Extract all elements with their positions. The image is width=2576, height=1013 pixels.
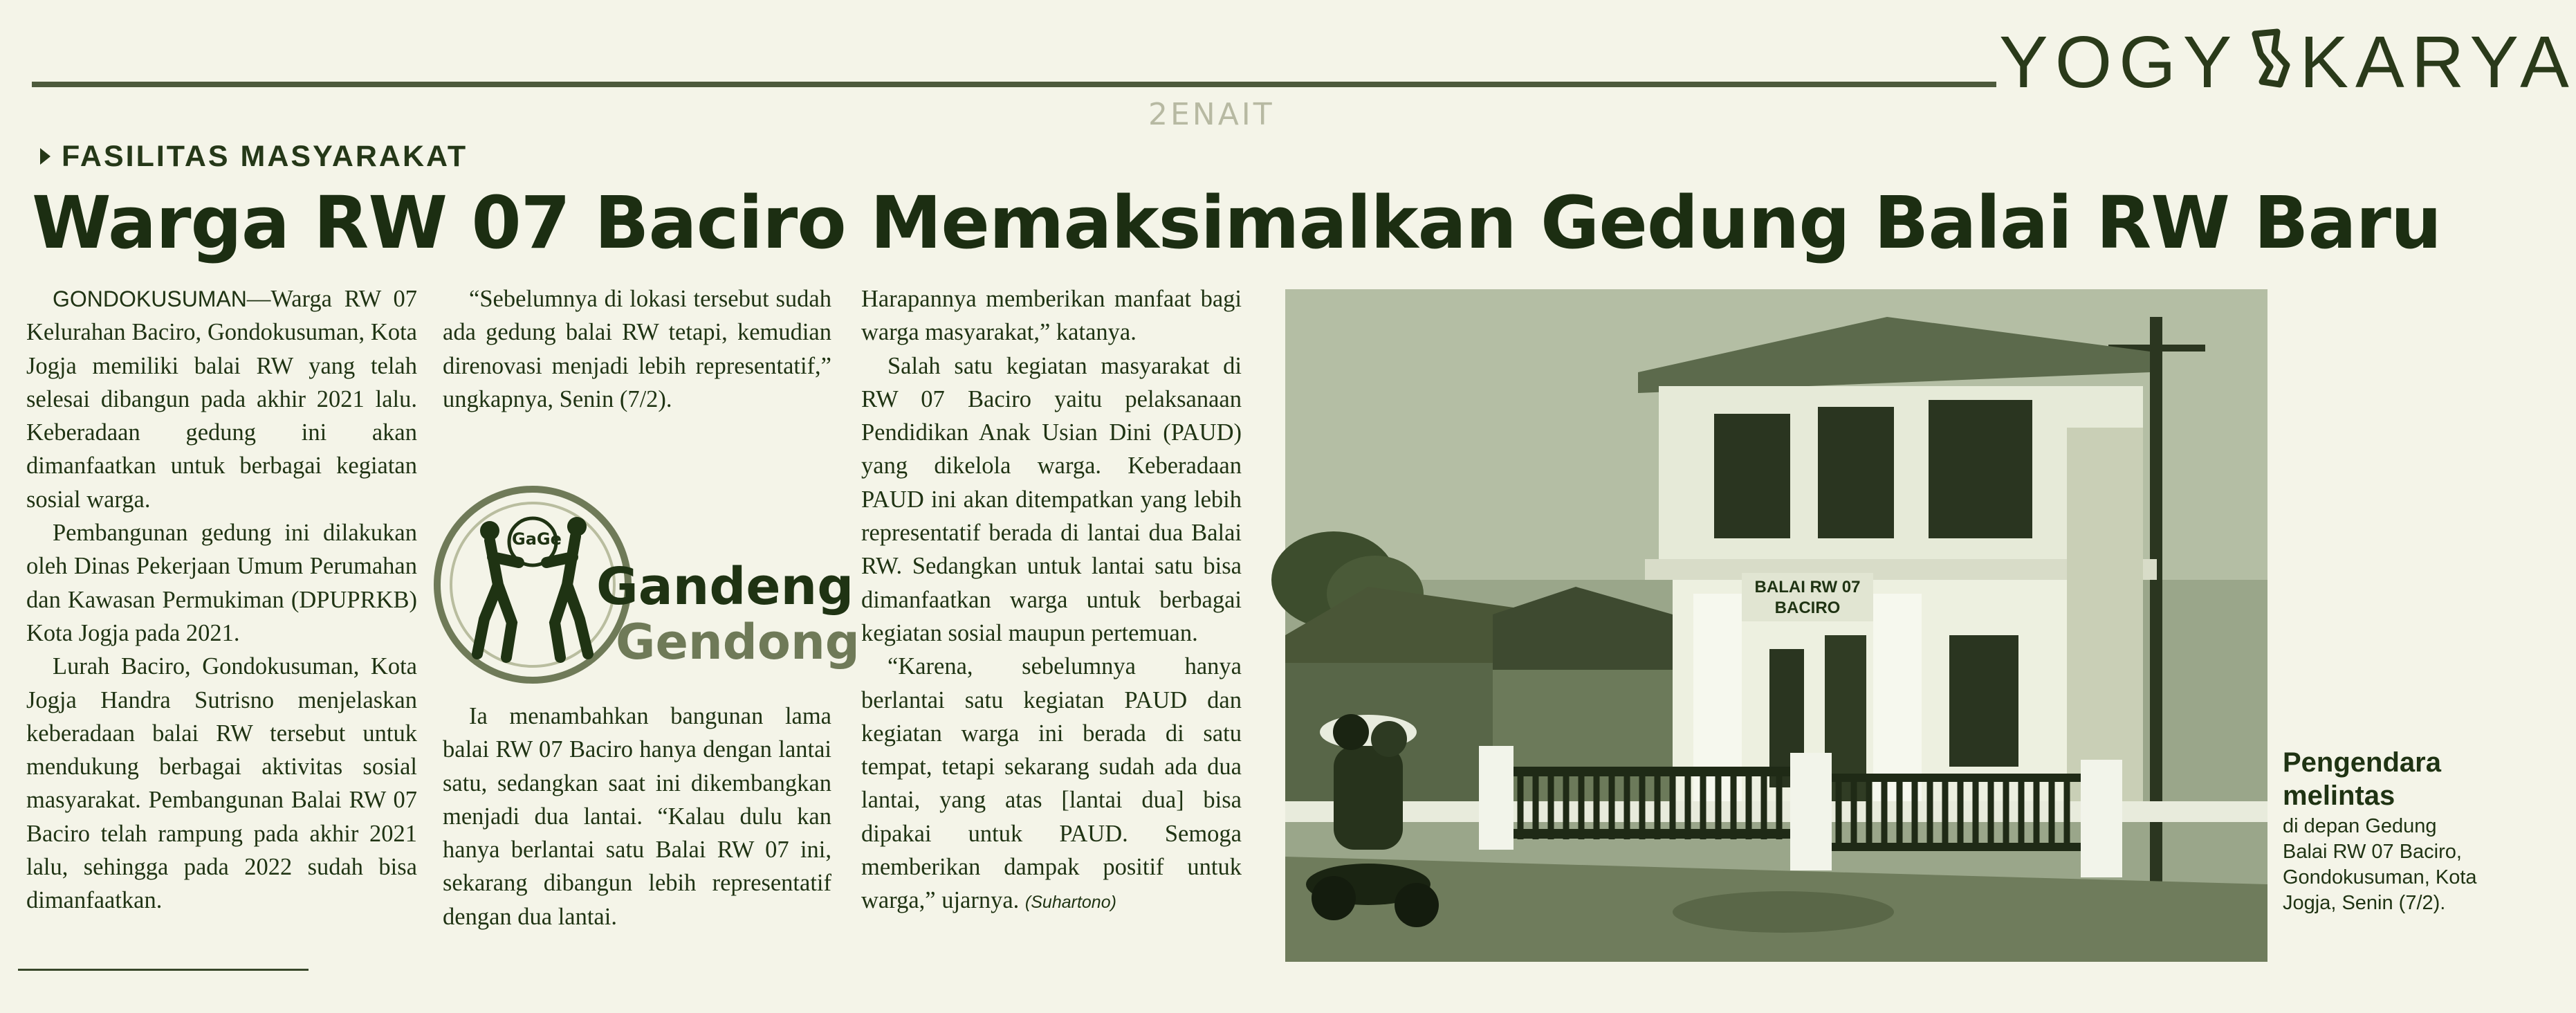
article-column-3 <box>861 282 1242 920</box>
rubric-label: FASILITAS MASYARAKAT <box>62 139 468 173</box>
masthead-logo <box>1999 21 2576 104</box>
paragraph: Harapannya memberikan manfaat bagi warga masyarakat,” katanya. <box>861 286 1242 346</box>
logo-line-1: Gandeng <box>596 557 854 617</box>
building-sign-line-2: BACIRO <box>1774 599 1841 617</box>
paragraph: Ia menambahkan bangunan lama balai RW 07 Baciro hanya dengan lantai satu, sedangkan saat ini dikembangkan menjadi dua lantai. “Kalau dulu kan hanya berlantai satu Balai RW 07 ini, sekarang dibangun lebih representatif dengan dua lantai. <box>443 703 831 930</box>
rubric-arrow-icon <box>40 148 50 165</box>
article-column-2-top <box>443 282 831 416</box>
article-photo <box>1285 289 2267 962</box>
building-sign-line-1: BALAI RW 07 <box>1754 578 1861 596</box>
gandeng-gendong-logo <box>429 481 860 688</box>
article-column-1 <box>26 282 417 918</box>
logo-badge: GaGe <box>512 529 562 549</box>
masthead-map-icon <box>2241 24 2297 93</box>
balai-rw-building-photo <box>1285 289 2267 962</box>
article-column-2-bottom <box>443 700 831 933</box>
logo-line-2: Gendong <box>616 614 860 670</box>
footer-rule <box>18 969 309 971</box>
headline: Warga RW 07 Baciro Memaksimalkan Gedung Balai RW Baru <box>32 181 2441 265</box>
masthead-rule <box>32 82 1996 87</box>
author-signoff: (Suhartono) <box>1024 893 1116 913</box>
caption-heading: Pengendara melintas <box>2283 747 2441 811</box>
paragraph: Lurah Baciro, Gondokusuman, Kota Jogja Handra Sutrisno menjelaskan keberadaan balai RW tersebut untuk mendukung berbagai aktivitas sosial masyarakat. Pembangunan Balai RW 07 Baciro telah rampung pada akhir 2021 lalu, sehingga pada 2022 sudah bisa dimanfaatkan. <box>26 653 417 914</box>
paragraph: “Sebelumnya di lokasi tersebut sudah ada gedung balai RW tetapi, kemudian direnovasi menjadi lebih representatif,” ungkapnya, Senin (7/2). <box>443 286 831 412</box>
masthead-right: KARYA <box>2299 21 2576 103</box>
paragraph: GONDOKUSUMAN—Warga RW 07 Kelurahan Baciro, Gondokusuman, Kota Jogja memiliki balai RW yang telah selesai dibangun pada akhir 2021 lalu. Keberadaan gedung ini akan dimanfaatkan untuk berbagai kegiatan sosial warga. <box>26 286 417 513</box>
paragraph: “Karena, sebelumnya hanya berlantai satu kegiatan PAUD dan kegiatan warga ini berada di satu tempat, tetapi sekarang sudah ada dua lantai, yang atas [lantai dua] bisa dipakai untuk PAUD. Semoga memberikan dampak positif untuk warga,” ujarnya. (Suhartono) <box>861 653 1242 914</box>
section-rubric <box>40 136 468 177</box>
masthead-left: YOGY <box>1999 21 2239 103</box>
dateline: GONDOKUSUMAN <box>53 286 247 311</box>
caption-body: di depan Gedung Balai RW 07 Baciro, Gondokusuman, Kota Jogja, Senin (7/2). <box>2283 815 2477 914</box>
paragraph: Salah satu kegiatan masyarakat di RW 07 Baciro yaitu pelaksanaan Pendidikan Anak Usian Dini (PAUD) yang dikelola warga. Keberadaan PAUD ini akan ditempatkan yang lebih representatif berada di lantai dua Balai RW. Sedangkan untuk lantai satu bisa dimanfaatkan warga untuk berbagai kegiatan sosial maupun pertemuan. <box>861 352 1242 646</box>
paragraph: Pembangunan gedung ini dilakukan oleh Dinas Pekerjaan Umum Perumahan dan Kawasan Permukiman (DPUPRKB) Kota Jogja pada 2021. <box>26 520 417 646</box>
photo-caption <box>2283 746 2483 916</box>
ink-stamp: 2ENAIT <box>1148 97 1275 132</box>
